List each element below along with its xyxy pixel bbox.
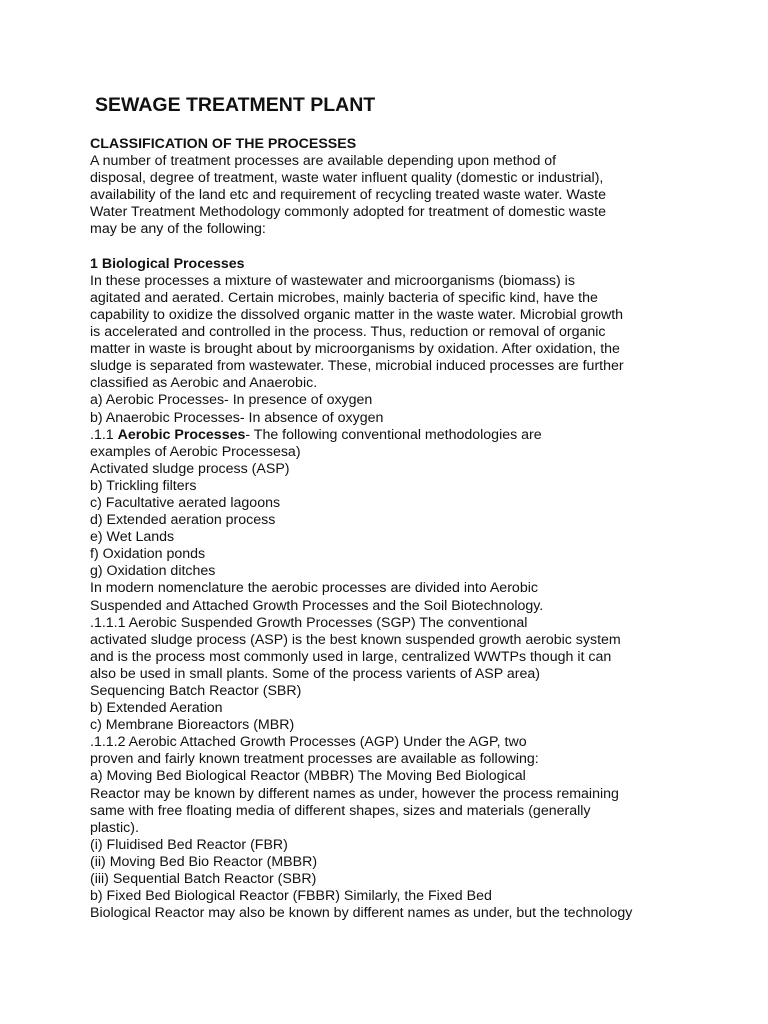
text-line: activated sludge process (ASP) is the best known suspended growth aerobic system [90,631,621,648]
text-line: b) Fixed Bed Biological Reactor (FBBR) Similarly, the Fixed Bed [90,888,492,905]
text-line: disposal, degree of treatment, waste water influent quality (domestic or industrial), [90,170,604,187]
text-line: agitated and aerated. Certain microbes, mainly bacteria of specific kind, have the [90,289,598,306]
text-line: and is the process most commonly used in large, centralized WWTPs though it can [90,648,612,665]
aerobic-processes-line [90,427,690,444]
text-line: Activated sludge process (ASP) [90,460,290,477]
text-line: classified as Aerobic and Anaerobic. [90,375,318,392]
text-line: is accelerated and controlled in the process. Thus, reduction or removal of organic [90,324,606,341]
text-line: .1.1.1 Aerobic Suspended Growth Processes (SGP) The conventional [90,614,528,631]
text-line: g) Oxidation ditches [90,563,216,580]
text-line: a) Moving Bed Biological Reactor (MBBR) The Moving Bed Biological [90,768,526,785]
text-line: A number of treatment processes are available depending upon method of [90,153,557,170]
paragraph-spacer [90,239,690,256]
text-line: proven and fairly known treatment processes are available as following: [90,751,539,768]
text-line: b) Anaerobic Processes- In absence of oxygen [90,409,384,426]
text-line: sludge is separated from wastewater. These, microbial induced processes are further [90,358,624,375]
text-line: capability to oxidize the dissolved organic matter in the waste water. Microbial growth [90,306,624,323]
text-line: b) Trickling filters [90,477,197,494]
text-line: (i) Fluidised Bed Reactor (FBR) [90,836,288,853]
aerobic-processes-term: Aerobic Processes [117,426,246,443]
text-line: Sequencing Batch Reactor (SBR) [90,683,302,699]
text-line: (ii) Moving Bed Bio Reactor (MBBR) [90,853,318,870]
text-line: Suspended and Attached Growth Processes and the Soil Biotechnology. [90,597,544,614]
text-line: a) Aerobic Processes- In presence of oxygen [90,392,373,409]
text-line: Water Treatment Methodology commonly adopted for treatment of domestic waste [90,204,606,221]
aerobic-paragraph [90,444,690,923]
document-body [90,136,690,922]
text-line: d) Extended aeration process [90,512,276,529]
text-line: f) Oxidation ponds [90,546,206,563]
text-line: Biological Reactor may also be known by different names as under, but the technology [90,905,633,922]
text-line: may be any of the following: [90,221,266,238]
section-heading-biological: 1 Biological Processes [90,255,245,272]
text-line: c) Membrane Bioreactors (MBR) [90,717,295,734]
text-line: plastic). [90,819,139,836]
text-line: In modern nomenclature the aerobic processes are divided into Aerobic [90,580,538,597]
text-line: In these processes a mixture of wastewater and microorganisms (biomass) is [90,272,575,289]
text-line: .1.1.2 Aerobic Attached Growth Processes (AGP) Under the AGP, two [90,734,527,751]
document-title: SEWAGE TREATMENT PLANT [95,94,376,116]
intro-paragraph [90,153,690,238]
text-line: examples of Aerobic Processesa) [90,443,301,460]
text-line: e) Wet Lands [90,529,175,546]
biological-paragraph [90,273,690,427]
text-line: (iii) Sequential Batch Reactor (SBR) [90,871,317,888]
aerobic-processes-text: - The following conventional methodologies are [245,426,542,443]
text-line: c) Facultative aerated lagoons [90,494,281,511]
classification-heading: CLASSIFICATION OF THE PROCESSES [90,136,357,152]
text-line: b) Extended Aeration [90,700,223,717]
text-line: same with free floating media of different shapes, sizes and materials (generally [90,802,591,819]
text-line: matter in waste is brought about by microorganisms by oxidation. After oxidation, the [90,341,620,358]
text-line: Reactor may be known by different names as under, however the process remaining [90,785,619,802]
text-line: also be used in small plants. Some of the process varients of ASP area) [90,665,541,682]
section-number: .1.1 [90,426,118,443]
text-line: availability of the land etc and requirement of recycling treated waste water. Waste [90,187,607,204]
